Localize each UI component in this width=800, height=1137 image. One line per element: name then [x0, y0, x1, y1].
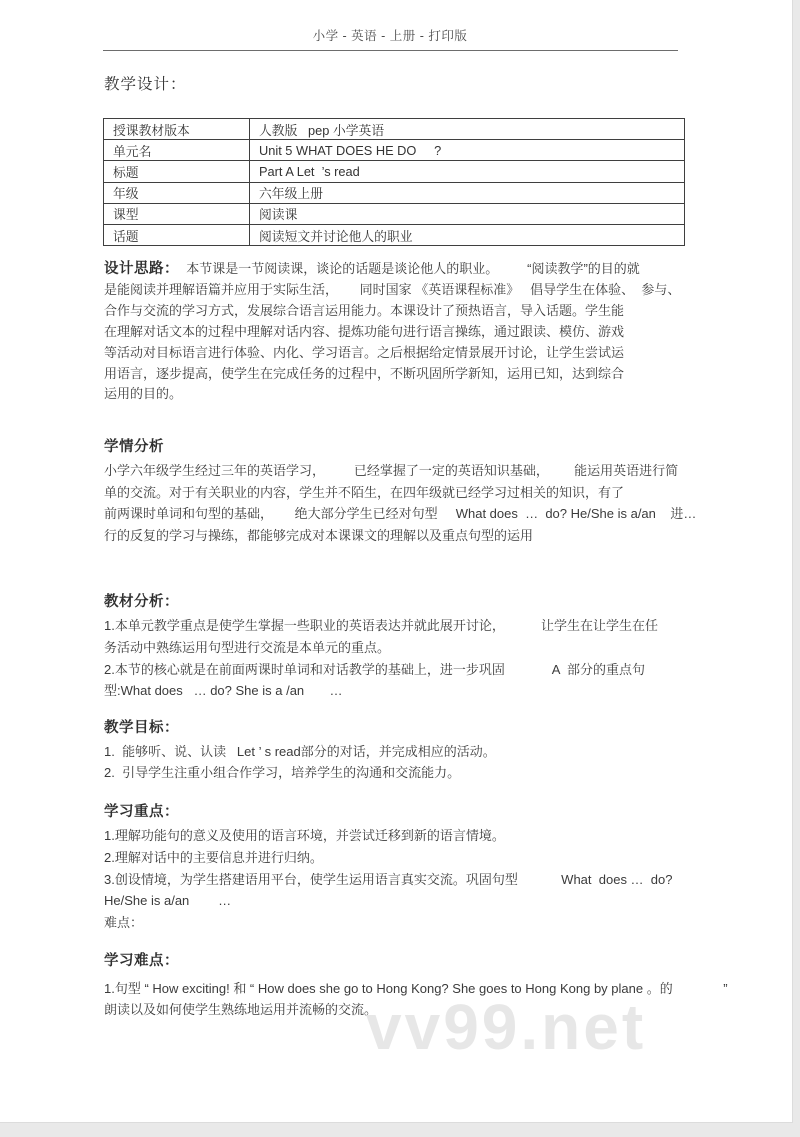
section-text-line: 小学六年级学生经过三年的英语学习， 已经掌握了一定的英语知识基础， 能运用英语进行简	[104, 463, 679, 478]
section-text-line: 行的反复的学习与操练，都能够完成对本课课文的理解以及重点句型的运用	[104, 527, 534, 543]
section-design-ideas	[104, 259, 769, 405]
section-material-analysis	[104, 592, 769, 702]
row-value: 阅读短文并讨论他人的职业	[250, 224, 685, 245]
table-row	[104, 119, 685, 140]
section-text-line: 是能阅读并理解语篇并应用于实际生活， 同时国家 《英语课程标准》 倡导学生在体验、 参与、	[104, 281, 681, 297]
section-heading: 教学目标：	[104, 720, 179, 736]
row-label: 年级	[104, 182, 250, 203]
row-value: 六年级上册	[250, 182, 685, 203]
section-text-line: 等活动对目标语言进行体验、内化、学习语言。之后根据给定情景展开讨论，让学生尝试运	[104, 344, 625, 360]
section-text-line: 难点：	[104, 915, 144, 931]
table-row	[104, 224, 685, 245]
section-text-line: 1.理解功能句的意义及使用的语言环境，并尝试迁移到新的语言情境。	[104, 828, 505, 843]
table-row	[104, 203, 685, 224]
section-text-line: 务活动中熟练运用句型进行交流是本单元的重点。	[104, 639, 391, 655]
section-text-line: 型:What does … do? She is a /an …	[104, 683, 343, 699]
section-text-line: He/She is a/an …	[104, 893, 232, 909]
row-label: 标题	[104, 161, 250, 182]
table-row	[104, 182, 685, 203]
section-text-line: 朗读以及如何使学生熟练地运用并流畅的交流。	[104, 1001, 378, 1017]
table-row	[104, 161, 685, 182]
row-value: Unit 5 WHAT DOES HE DO ?	[250, 140, 685, 161]
row-label: 授课教材版本	[104, 119, 250, 140]
section-heading: 学情分析	[104, 439, 164, 455]
section-key-points	[104, 802, 769, 934]
section-text-line: 运用的目的。	[104, 386, 183, 402]
section-heading: 学习重点：	[104, 804, 179, 820]
row-label: 单元名	[104, 140, 250, 161]
table-row	[104, 140, 685, 161]
section-text-line: 设计思路： 本节课是一节阅读课，谈论的话题是谈论他人的职业。 “阅读教学”的目的就	[104, 261, 640, 277]
row-label: 课型	[104, 203, 250, 224]
lesson-info-table-body	[104, 119, 685, 246]
row-value: Part A Let ’s read	[250, 161, 685, 182]
section-text-line: 在理解对话文本的过程中理解对话内容、提炼功能句进行语言操练，通过跟读、模仿、游戏	[104, 323, 625, 339]
section-text-line: 2.理解对话中的主要信息并进行归纳。	[104, 849, 323, 865]
row-label: 话题	[104, 224, 250, 245]
section-text-line: 2. 引导学生注重小组合作学习，培养学生的沟通和交流能力。	[104, 764, 461, 780]
row-value: 人教版 pep 小学英语	[250, 119, 685, 140]
section-text-line: 合作与交流的学习方式，发展综合语言运用能力。本课设计了预热语言，导入话题。学生能	[104, 302, 625, 318]
section-teaching-goals	[104, 718, 769, 784]
header-divider	[103, 50, 678, 51]
row-value: 阅读课	[250, 203, 685, 224]
section-text-line: 2.本节的核心就是在前面两课时单词和对话教学的基础上，进一步巩固 A 部分的重点句	[104, 661, 645, 677]
page-header: 小学 - 英语 - 上册 - 打印版	[312, 29, 468, 43]
section-heading: 学习难点：	[104, 953, 179, 969]
section-text-line: 单的交流。对于有关职业的内容，学生并不陌生，在四年级就已经学习过相关的知识，有了	[104, 484, 625, 500]
section-text-line: 前两课时单词和句型的基础， 绝大部分学生已经对句型 What does … do? He/She is a/an 进…	[104, 506, 697, 522]
lesson-info-table	[103, 118, 685, 246]
document-title: 教学设计：	[104, 76, 187, 93]
section-text-line: 1.本单元教学重点是使学生掌握一些职业的英语表达并就此展开讨论， 让学生在让学生在任	[104, 618, 658, 633]
section-text-line: 用语言，逐步提高，使学生在完成任务的过程中，不断巩固所学新知，运用已知，达到综合	[104, 365, 625, 381]
section-text-line: 1. 能够听、说、认读 Let ’ s read部分的对话，并完成相应的活动。	[104, 744, 496, 759]
section-heading: 教材分析：	[104, 594, 179, 610]
watermark: vv99.net	[366, 991, 647, 1063]
section-learner-analysis	[104, 437, 769, 546]
section-text-line: 3.创设情境，为学生搭建语用平台，使学生运用语言真实交流。巩固句型 What does … do?	[104, 871, 673, 887]
section-heading: 设计思路：	[104, 261, 179, 277]
section-text-line: 1.句型 “ How exciting! 和 “ How does she go to Hong Kong? She goes to Hong Kong by plane 。的 ”	[104, 981, 728, 996]
